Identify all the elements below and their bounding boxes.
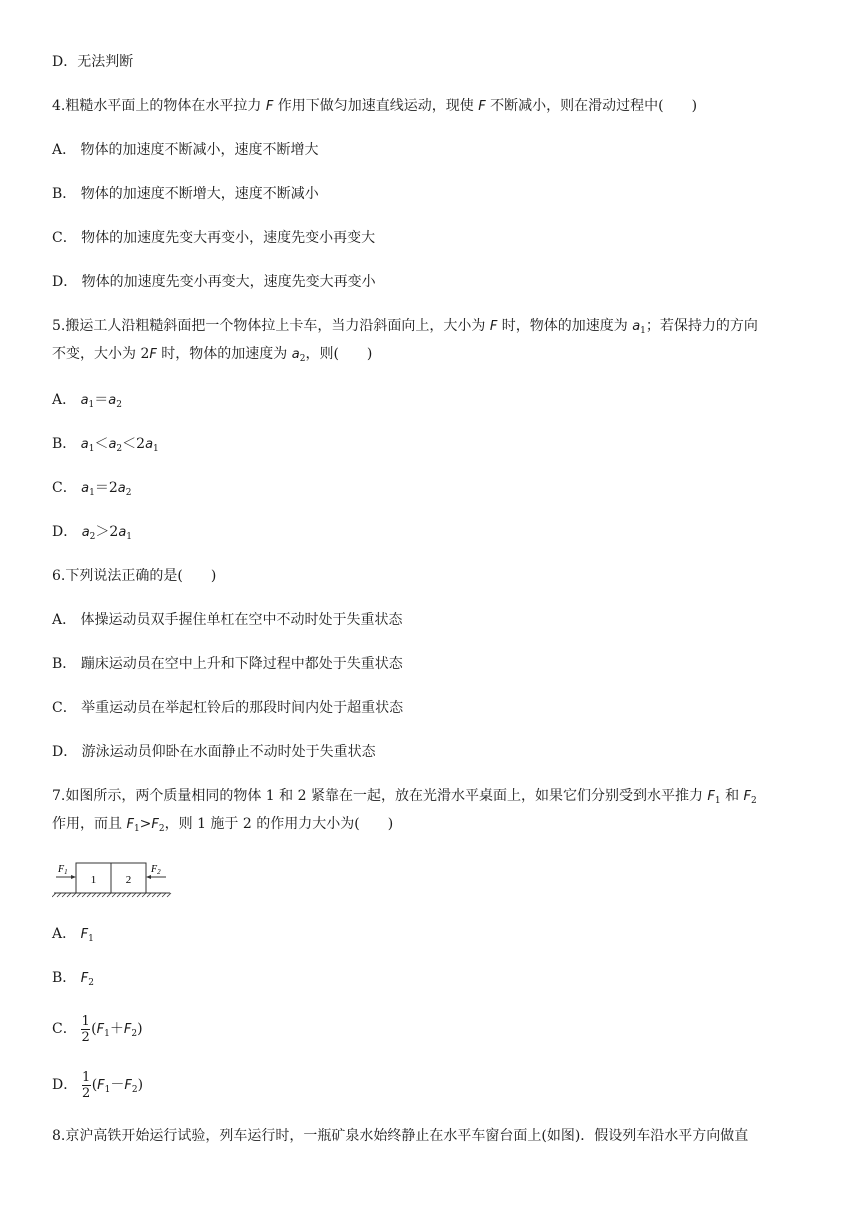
q7-stem-line1: 7.如图所示，两个质量相同的物体 1 和 2 紧靠在一起，放在光滑水平桌面上，如果它们分别受到水平推力 $F_1$ 和 $F_2$ xyxy=(52,788,757,806)
q5-option-a: A． $a_1=a_2$ xyxy=(52,392,122,410)
q5-option-d: D． $a_2>2a_1$ xyxy=(52,524,133,542)
q6-option-d: D． 游泳运动员仰卧在水面静止不动时处于失重状态 xyxy=(52,744,376,760)
q6-option-a: A． 体操运动员双手握住单杠在空中不动时处于失重状态 xyxy=(52,612,403,628)
blocks-diagram xyxy=(52,860,172,900)
q5-option-b: B． $a_1<a_2<2a_1$ xyxy=(52,436,159,454)
q5-stem-line1: 5.搬运工人沿粗糙斜面把一个物体拉上卡车，当力沿斜面向上，大小为 F 时，物体的加速度为 $a_1$；若保持力的方向 xyxy=(52,318,758,336)
q8-stem-line1: 8.京沪高铁开始运行试验，列车运行时，一瓶矿泉水始终静止在水平车窗台面上(如图)．假设列车沿水平方向做直 xyxy=(52,1128,749,1144)
q6-stem: 6.下列说法正确的是( ) xyxy=(52,568,217,584)
q5-stem-line2: 不变，大小为 2F 时，物体的加速度为 $a_2$，则( ) xyxy=(52,346,373,364)
block-1-label: 1 xyxy=(90,874,97,886)
q4-option-b: B． 物体的加速度不断增大，速度不断减小 xyxy=(52,186,319,202)
q7-option-b: B． $F_2$ xyxy=(52,970,94,988)
q7-option-d: D． $\frac{1}{2}$ $(F_1-F_2)$ xyxy=(52,1069,144,1101)
q7-figure xyxy=(52,860,172,904)
force-f2-arrowhead xyxy=(146,875,151,879)
half-fraction: $\frac{1}{2}$ xyxy=(82,1069,91,1101)
q4-option-a: A． 物体的加速度不断减小，速度不断增大 xyxy=(52,142,319,158)
ground-hatch xyxy=(52,893,171,897)
q4-option-d: D． 物体的加速度先变小再变大，速度先变大再变小 xyxy=(52,274,376,290)
q7-option-c: C． $\frac{1}{2}$ $(F_1+F_2)$ xyxy=(52,1013,143,1045)
q6-option-c: C． 举重运动员在举起杠铃后的那段时间内处于超重状态 xyxy=(52,700,404,716)
q4-option-c: C． 物体的加速度先变大再变小，速度先变小再变大 xyxy=(52,230,376,246)
block-2-label: 2 xyxy=(125,874,132,886)
force-f1-label: $F_1$ xyxy=(58,864,68,876)
q6-option-b: B． 蹦床运动员在空中上升和下降过程中都处于失重状态 xyxy=(52,656,403,672)
force-f2-label: $F_2$ xyxy=(151,864,161,876)
q3-option-d: D．无法判断 xyxy=(52,54,134,70)
force-f1-arrowhead xyxy=(71,875,76,879)
half-fraction: $\frac{1}{2}$ xyxy=(81,1013,90,1045)
q5-option-c: C． $a_1=2a_2$ xyxy=(52,480,132,498)
q7-option-a: A． $F_1$ xyxy=(52,926,94,944)
q4-stem: 4.粗糙水平面上的物体在水平拉力 F 作用下做匀加速直线运动，现使 F 不断减小，则在滑动过程中( ) xyxy=(52,98,698,114)
q7-stem-line2: 作用，而且 $F_1>F_2$，则 1 施于 2 的作用力大小为( ) xyxy=(52,816,394,834)
